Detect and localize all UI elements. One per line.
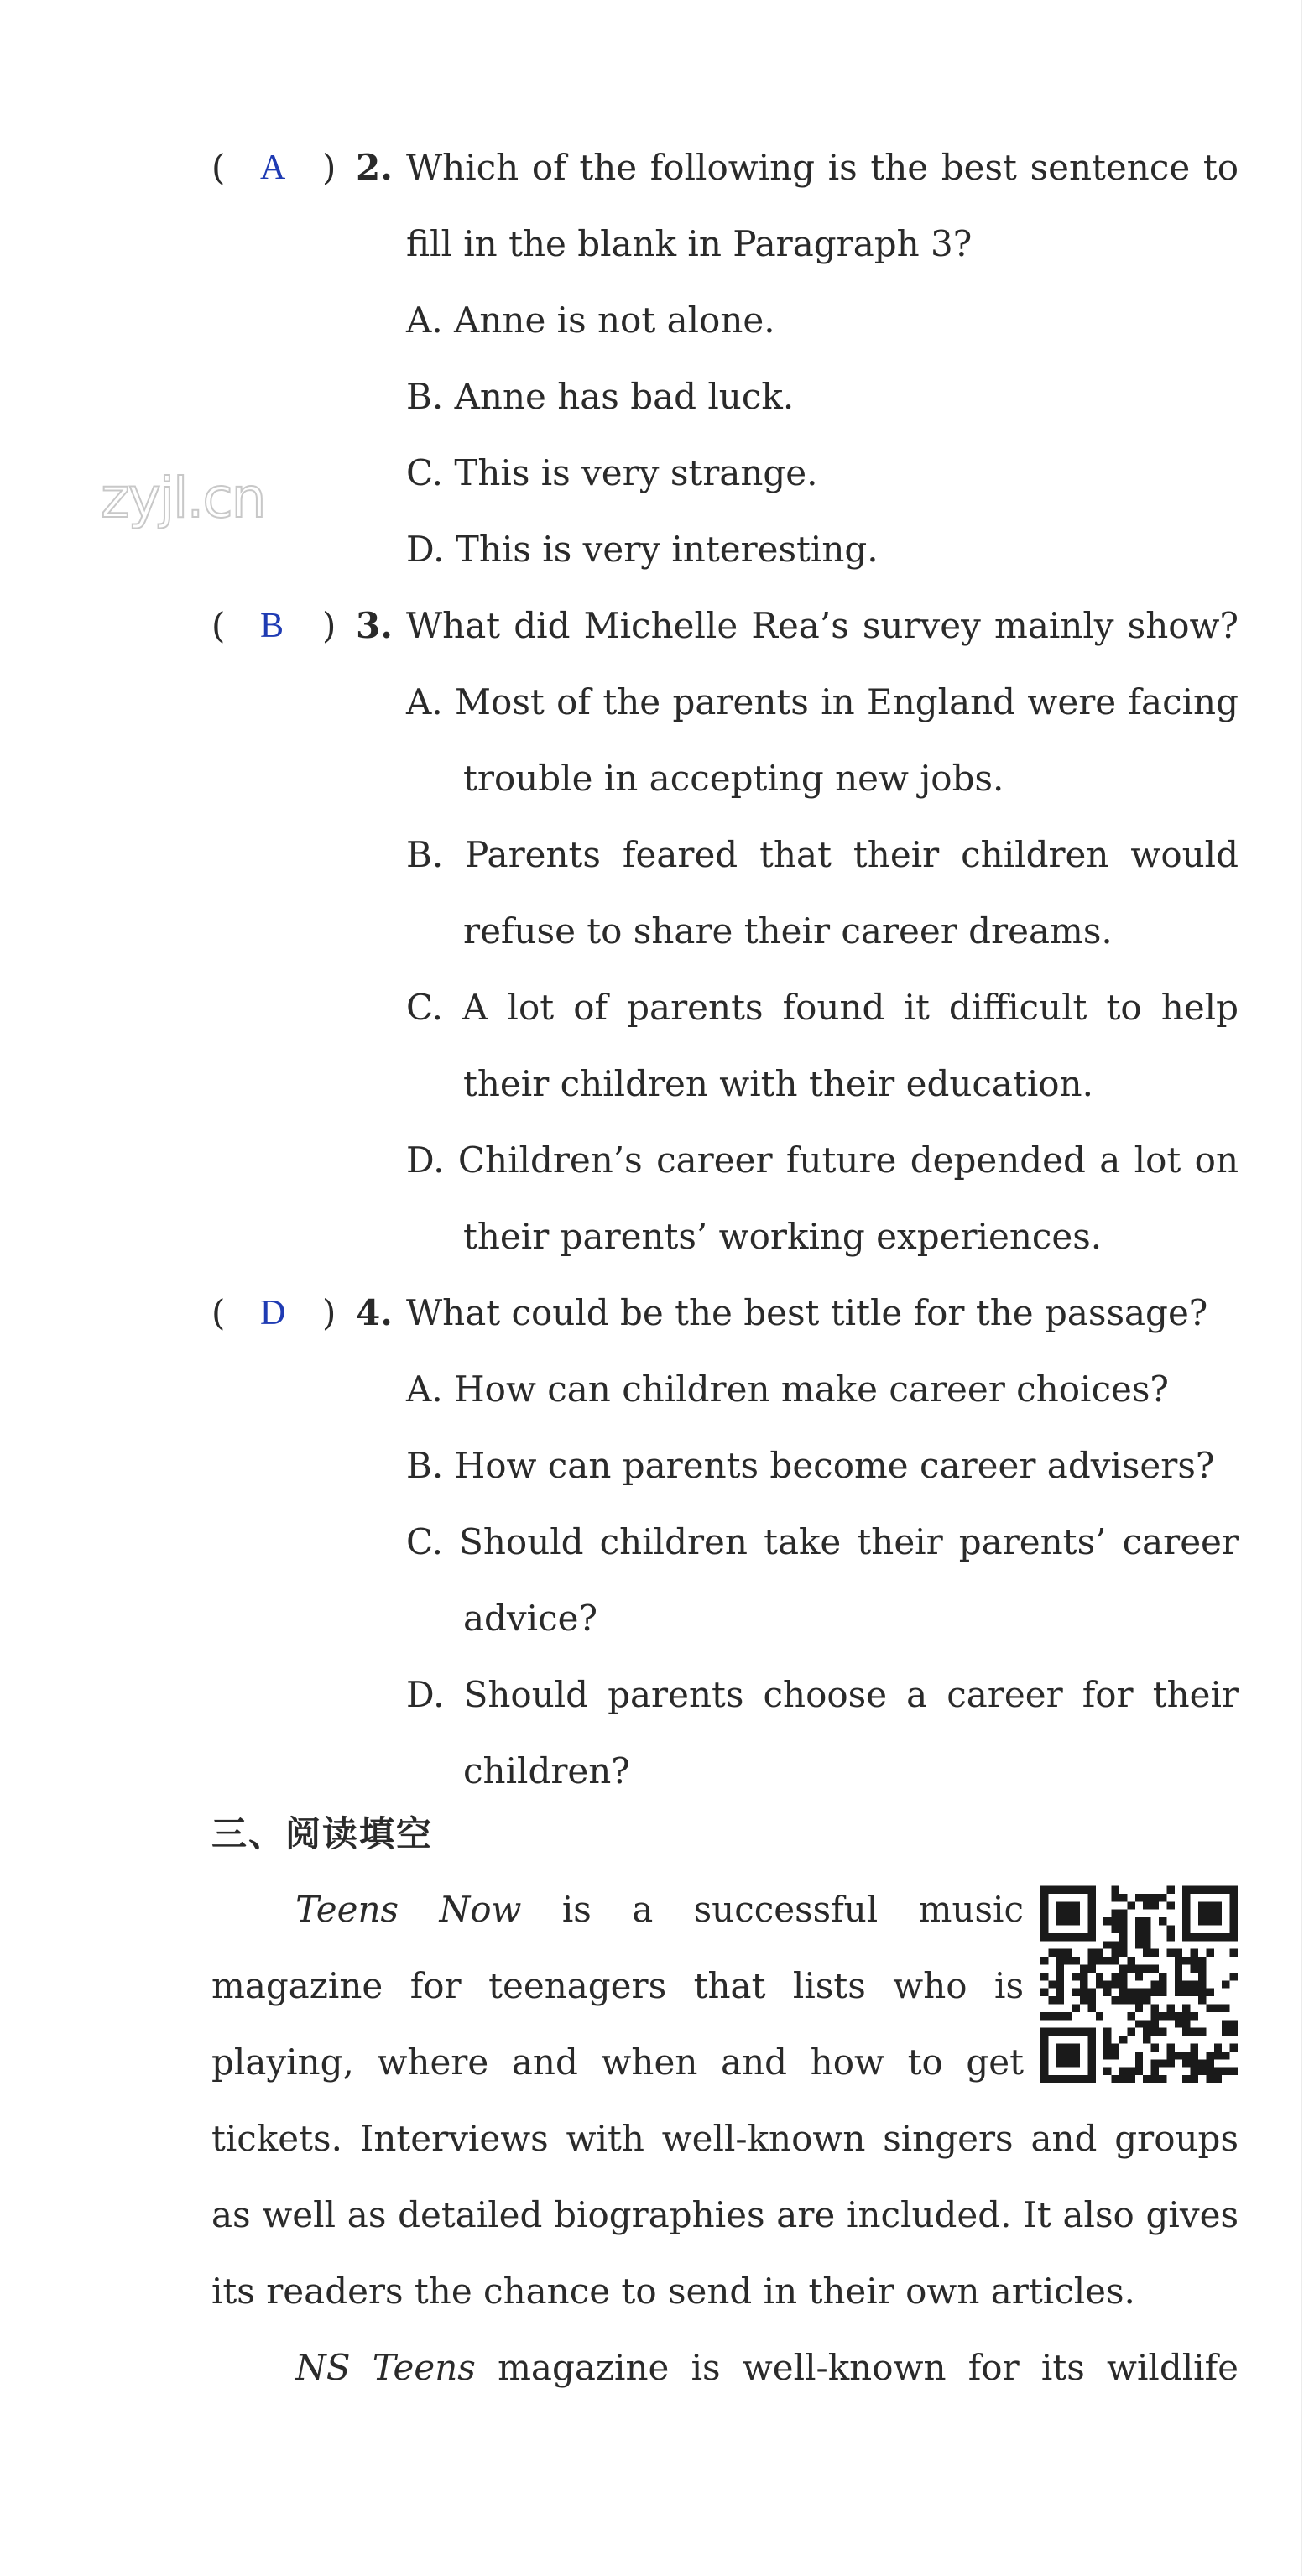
option-a-continuation: trouble in accepting new jobs. <box>463 758 1004 799</box>
qr-code-icon[interactable] <box>1040 1880 1238 2089</box>
passage-line: playing, where and when and how to get <box>211 2042 1024 2083</box>
section-heading: 三、阅读填空 <box>211 1813 434 1854</box>
question-stem-line: Which of the following is the best sentence to <box>406 147 1239 188</box>
passage-line: as well as detailed biographies are included. It also gives <box>211 2194 1239 2235</box>
option-b: B. Anne has bad luck. <box>406 376 795 417</box>
option-c: C. Should children take their parents’ career <box>406 1521 1239 1562</box>
option-a: A. Anne is not alone. <box>406 300 775 341</box>
answer-bracket-open: ( <box>211 147 226 188</box>
option-c: C. A lot of parents found it difficult to help <box>406 987 1239 1028</box>
passage-text: is a successful music <box>561 1889 1025 1930</box>
passage-line <box>295 1886 1024 1933</box>
question-number: 3. <box>356 605 393 646</box>
option-d: D. This is very interesting. <box>406 529 879 570</box>
question-number: 2. <box>356 147 393 188</box>
option-a: A. Most of the parents in England were facing <box>406 681 1239 722</box>
question-stem-line: fill in the blank in Paragraph 3? <box>406 223 973 264</box>
passage-line: its readers the chance to send in their own articles. <box>211 2271 1135 2312</box>
question-stem-line: What did Michelle Rea’s survey mainly show? <box>406 605 1239 646</box>
answer-letter: A <box>260 149 286 187</box>
option-d-continuation: children? <box>463 1750 630 1791</box>
answer-bracket-close: ) <box>322 1292 336 1333</box>
answer-bracket-open: ( <box>211 605 226 646</box>
page-edge-shadow <box>1301 0 1302 2576</box>
magazine-title: Teens Now <box>295 1889 522 1930</box>
option-c-continuation: advice? <box>463 1598 597 1639</box>
watermark-logo: zyjl.cn <box>101 466 265 530</box>
answer-letter: D <box>260 1294 286 1332</box>
magazine-title: NS Teens <box>295 2347 476 2388</box>
passage-text: magazine is well-known for its wildlife <box>498 2347 1239 2388</box>
option-d: D. Should parents choose a career for their <box>406 1674 1239 1715</box>
answer-bracket-open: ( <box>211 1292 226 1333</box>
option-c-continuation: their children with their education. <box>463 1063 1093 1104</box>
option-b: B. Parents feared that their children would <box>406 834 1239 875</box>
passage-line: tickets. Interviews with well-known singers and groups <box>211 2118 1239 2159</box>
option-b: B. How can parents become career advisers? <box>406 1445 1215 1486</box>
answer-bracket-close: ) <box>322 605 336 646</box>
question-stem-line: What could be the best title for the passage? <box>406 1292 1208 1333</box>
answer-letter: B <box>260 607 284 645</box>
option-d-continuation: their parents’ working experiences. <box>463 1216 1103 1257</box>
passage-line: magazine for teenagers that lists who is <box>211 1965 1024 2006</box>
question-number: 4. <box>356 1292 393 1333</box>
option-b-continuation: refuse to share their career dreams. <box>463 910 1113 952</box>
answer-bracket-close: ) <box>322 147 336 188</box>
option-d: D. Children’s career future depended a lot on <box>406 1139 1239 1181</box>
option-a: A. How can children make career choices? <box>406 1369 1169 1410</box>
passage-line <box>295 2344 1239 2391</box>
option-c: C. This is very strange. <box>406 452 818 493</box>
